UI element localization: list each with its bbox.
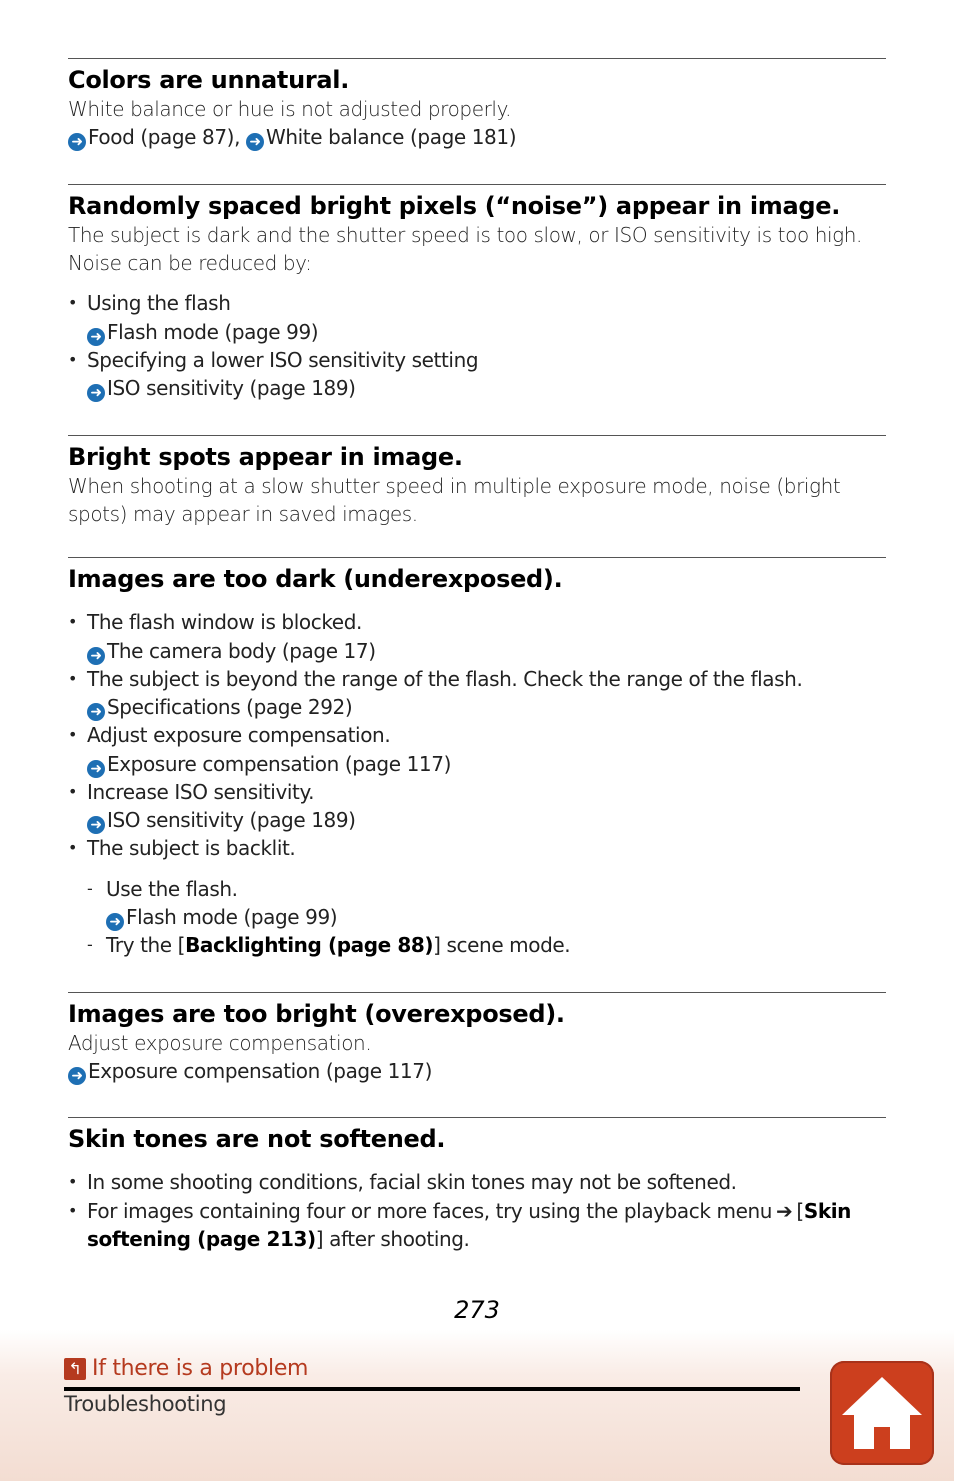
reference-link[interactable]: Specifications (page 292)	[107, 695, 353, 719]
section-title: Randomly spaced bright pixels (“noise”) appear in image.	[68, 192, 841, 220]
arrow-circle-right-icon: ➜	[106, 913, 124, 931]
list-item-text: Increase ISO sensitivity.	[87, 779, 315, 804]
section-title: Colors are unnatural.	[68, 66, 350, 94]
skin-softening-link[interactable]: Skin softening (page 213)	[87, 1198, 852, 1251]
list-item-text: Adjust exposure compensation.	[87, 723, 391, 747]
section-text: The subject is dark and the shutter speed is too slow, or ISO sensitivity is too high. Noise can be reduced by:	[68, 223, 863, 275]
list-item	[87, 931, 886, 960]
section-bright-spots	[68, 435, 886, 557]
list-item	[68, 1168, 886, 1197]
reference-line	[87, 693, 886, 721]
reference-link[interactable]: Exposure compensation (page 117)	[107, 751, 451, 776]
reference-link[interactable]: The camera body (page 17)	[107, 638, 376, 663]
reference-line	[87, 637, 886, 665]
section-underexposed	[68, 557, 886, 992]
bullet-list	[68, 289, 886, 402]
reference-line	[106, 903, 886, 931]
list-item	[68, 1197, 886, 1254]
reference-link[interactable]: Exposure compensation (page 117)	[88, 1059, 432, 1083]
section-noise	[68, 184, 886, 435]
reference-line	[87, 318, 886, 346]
list-item-text: The flash window is blocked.	[87, 610, 362, 634]
arrow-circle-right-icon: ➜	[68, 1067, 86, 1085]
list-item-text: Specifying a lower ISO sensitivity setting	[87, 347, 479, 372]
section-title: Images are too bright (overexposed).	[68, 1000, 565, 1028]
reference-line	[87, 374, 886, 402]
list-item-text: Use the flash.	[106, 876, 238, 901]
reference-link[interactable]: ISO sensitivity (page 189)	[107, 376, 356, 400]
section-title: Images are too dark (underexposed).	[68, 565, 563, 593]
list-item	[68, 834, 886, 960]
reference-link[interactable]: Flash mode (page 99)	[126, 905, 338, 929]
list-item-text: The subject is backlit.	[87, 836, 296, 860]
reference-line	[87, 806, 886, 834]
home-button[interactable]	[830, 1361, 934, 1465]
list-item	[68, 346, 886, 403]
list-item-text: In some shooting conditions, facial skin tones may not be softened.	[87, 1170, 737, 1194]
list-item-text: For images containing four or more faces, try using the playback menu	[87, 1198, 773, 1223]
bullet-list	[68, 1168, 886, 1254]
breadcrumb[interactable]	[64, 1356, 308, 1386]
reference-line	[68, 123, 886, 151]
arrow-circle-right-icon: ➜	[68, 133, 86, 151]
section-text: Adjust exposure compensation.	[68, 1031, 372, 1055]
arrow-circle-right-icon: ➜	[87, 647, 105, 665]
list-item-text: The subject is beyond the range of the flash. Check the range of the flash.	[87, 666, 803, 691]
section-overexposed	[68, 992, 886, 1117]
list-item-text: ] after shooting.	[315, 1227, 470, 1251]
section-title: Bright spots appear in image.	[68, 443, 463, 471]
reference-link[interactable]: White balance (page 181)	[266, 125, 517, 149]
reference-link[interactable]: ISO sensitivity (page 189)	[107, 808, 356, 832]
list-item	[87, 875, 886, 932]
list-item-text: [	[796, 1198, 804, 1223]
arrow-circle-right-icon: ➜	[87, 760, 105, 778]
reference-line	[87, 750, 886, 778]
page-content	[68, 58, 886, 1254]
return-arrow-icon: ↰	[64, 1358, 86, 1380]
arrow-circle-right-icon: ➜	[87, 328, 105, 346]
section-text: When shooting at a slow shutter speed in multiple exposure mode, noise (bright spots) may appear in saved images.	[68, 474, 841, 526]
section-skin-tones	[68, 1117, 886, 1254]
footer-subtitle: Troubleshooting	[64, 1392, 227, 1416]
reference-link[interactable]: Food (page 87),	[88, 125, 246, 149]
arrow-circle-right-icon: ➜	[87, 816, 105, 834]
list-item	[68, 289, 886, 346]
section-colors-unnatural	[68, 58, 886, 184]
list-item-text: Using the flash	[87, 291, 231, 315]
home-icon	[840, 1373, 924, 1453]
arrow-circle-right-icon: ➜	[246, 133, 264, 151]
section-title: Skin tones are not softened.	[68, 1125, 446, 1153]
list-item	[68, 721, 886, 778]
bullet-list	[68, 608, 886, 960]
section-text: White balance or hue is not adjusted properly.	[68, 97, 512, 121]
list-item-text: Try the [	[106, 933, 186, 957]
breadcrumb-label: If there is a problem	[92, 1356, 309, 1381]
list-item	[68, 608, 886, 665]
scene-mode-link[interactable]: Backlighting (page 88)	[185, 933, 434, 957]
arrow-right-icon: ➔	[776, 1198, 793, 1223]
list-item-text: ] scene mode.	[433, 933, 571, 957]
reference-line	[68, 1057, 886, 1085]
dash-list	[87, 875, 886, 960]
list-item	[68, 778, 886, 835]
reference-link[interactable]: Flash mode (page 99)	[107, 319, 319, 344]
page-number: 273	[454, 1296, 500, 1324]
list-item	[68, 665, 886, 722]
arrow-circle-right-icon: ➜	[87, 384, 105, 402]
arrow-circle-right-icon: ➜	[87, 703, 105, 721]
footer-divider	[64, 1387, 800, 1391]
